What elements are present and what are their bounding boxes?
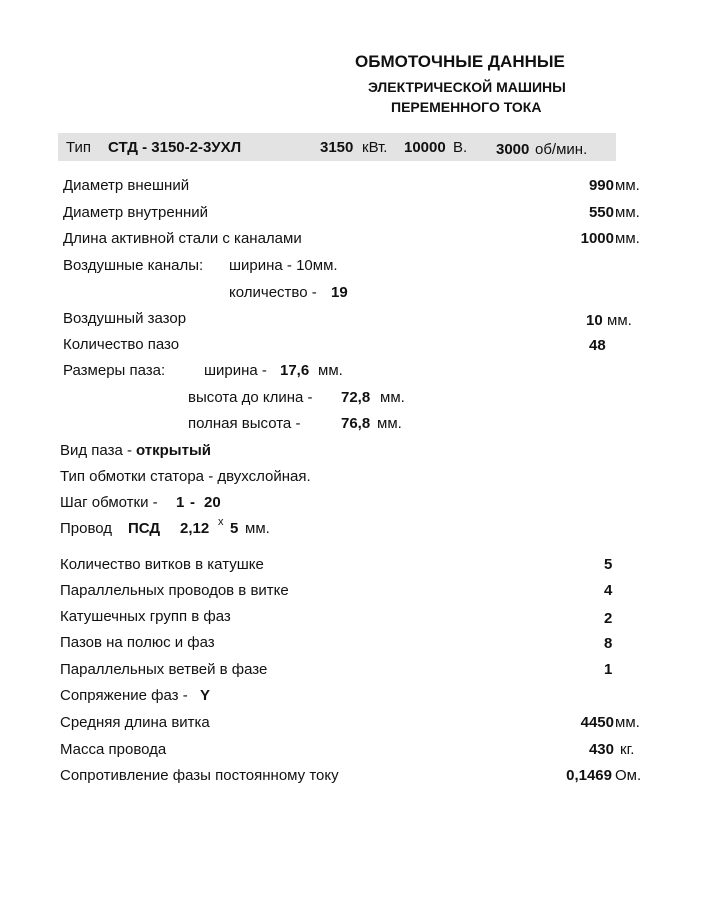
param-label: Пазов на полюс и фаз <box>60 634 215 651</box>
type-label: Тип <box>66 139 92 156</box>
slot-count-label: Количество пазо <box>63 336 180 353</box>
air-channels-count-label: количество - <box>229 284 317 301</box>
model-value: СТД - 3150-2-3УХЛ <box>108 139 242 156</box>
tail-label: Сопротивление фазы постоянному току <box>60 767 339 784</box>
outer-diameter-label: Диаметр внешний <box>63 177 190 194</box>
param-value: 2 <box>604 610 613 627</box>
outer-diameter-unit: мм. <box>615 177 640 194</box>
tail-value: 0,1469 <box>566 767 612 784</box>
tail-value: 430 <box>588 741 614 758</box>
winding-type: Тип обмотки статора - двухслойная. <box>60 468 311 485</box>
air-gap-unit: мм. <box>607 312 632 329</box>
speed-value: 3000 <box>496 141 530 158</box>
tail-unit: кг. <box>620 741 635 758</box>
air-channels-width: ширина - 10мм. <box>229 257 338 274</box>
active-length-label: Длина активной стали с каналами <box>63 230 302 247</box>
slot-full-label: полная высота - <box>188 415 301 432</box>
param-label: Параллельных ветвей в фазе <box>60 661 268 678</box>
connection-value: Y <box>200 687 211 704</box>
voltage-value: 10000 <box>404 139 446 156</box>
param-label: Количество витков в катушке <box>60 556 264 573</box>
active-length-unit: мм. <box>615 230 640 247</box>
air-channels-label: Воздушные каналы: <box>63 257 204 274</box>
param-value: 4 <box>604 582 613 599</box>
param-value: 8 <box>604 635 613 652</box>
pitch-from: 1 <box>176 494 185 511</box>
param-value: 1 <box>604 661 613 678</box>
tail-label: Масса провода <box>60 741 167 758</box>
param-label: Катушечных групп в фаз <box>60 608 231 625</box>
slot-width-unit: мм. <box>318 362 343 379</box>
power-value: 3150 <box>320 139 354 156</box>
wire-dim1: 2,12 <box>180 520 210 537</box>
active-length-value: 1000 <box>580 230 614 247</box>
air-gap-label: Воздушный зазор <box>63 310 187 327</box>
slot-wedge-label: высота до клина - <box>188 389 313 406</box>
speed-unit: об/мин. <box>535 141 588 158</box>
connection-label: Сопряжение фаз - <box>60 687 188 704</box>
voltage-unit: В. <box>453 139 468 156</box>
tail-value: 4450 <box>580 714 614 731</box>
pitch-to: 20 <box>204 494 221 511</box>
power-unit: кВт. <box>362 139 388 156</box>
wire-dim2: 5 <box>230 520 239 537</box>
slot-type-label: Вид паза - <box>60 442 132 459</box>
document-title: ОБМОТОЧНЫЕ ДАННЫЕ <box>355 52 565 71</box>
wire-times: x <box>218 516 224 528</box>
param-label: Параллельных проводов в витке <box>60 582 289 599</box>
inner-diameter-label: Диаметр внутренний <box>63 204 209 221</box>
outer-diameter-value: 990 <box>588 177 614 194</box>
slot-full-unit: мм. <box>377 415 402 432</box>
document-subtitle-current: ПЕРЕМЕННОГО ТОКА <box>391 99 542 115</box>
wire-unit: мм. <box>245 520 270 537</box>
pitch-dash: - <box>190 494 195 511</box>
tail-unit: Ом. <box>615 767 642 784</box>
air-channels-count-value: 19 <box>331 284 348 301</box>
wire-type: ПСД <box>128 520 161 537</box>
slot-wedge-value: 72,8 <box>341 389 371 406</box>
air-gap-value: 10 <box>586 312 603 329</box>
slot-width-value: 17,6 <box>280 362 310 379</box>
slot-count-value: 48 <box>589 337 606 354</box>
tail-label: Средняя длина витка <box>60 714 210 731</box>
tail-unit: мм. <box>615 714 640 731</box>
document-subtitle-machine: ЭЛЕКТРИЧЕСКОЙ МАШИНЫ <box>368 79 566 95</box>
slot-size-label: Размеры паза: <box>63 362 166 379</box>
slot-width-label: ширина - <box>204 362 267 379</box>
inner-diameter-value: 550 <box>588 204 614 221</box>
slot-wedge-unit: мм. <box>380 389 405 406</box>
inner-diameter-unit: мм. <box>615 204 640 221</box>
wire-label: Провод <box>60 520 113 537</box>
slot-type-value: открытый <box>136 442 211 459</box>
pitch-label: Шаг обмотки - <box>60 494 158 511</box>
param-value: 5 <box>604 556 613 573</box>
slot-full-value: 76,8 <box>341 415 371 432</box>
